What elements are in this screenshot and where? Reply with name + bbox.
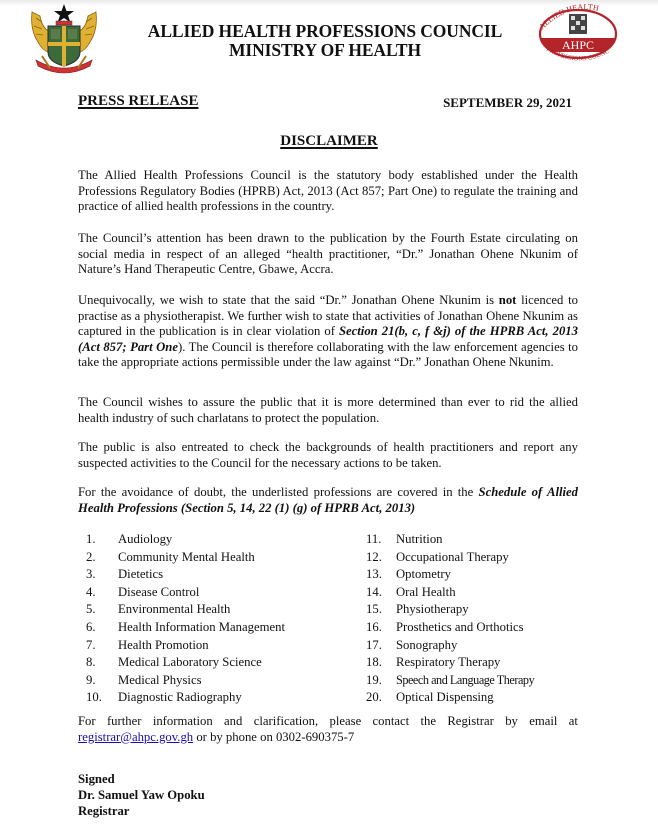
contact-word: further	[106, 714, 142, 728]
profession-name: Diagnostic Radiography	[118, 690, 242, 705]
profession-name: Health Promotion	[118, 637, 209, 652]
profession-number: 18.	[366, 655, 382, 670]
profession-name: Sonography	[396, 637, 458, 652]
profession-number: 9.	[86, 672, 96, 687]
profession-number: 11.	[366, 532, 382, 546]
profession-number: 3.	[86, 567, 96, 582]
ahpc-band-text: AHPC	[561, 38, 595, 52]
signatory-role: Registrar	[78, 804, 130, 818]
profession-list-item	[86, 672, 285, 690]
profession-list-item	[86, 654, 285, 672]
profession-list-item	[366, 601, 534, 619]
ahpc-emblem-icon	[569, 14, 587, 34]
profession-number: 6.	[86, 619, 96, 634]
profession-number: 2.	[86, 549, 96, 564]
ahpc-arc-top: ALLIED HEALTH	[537, 2, 600, 32]
profession-number: 14.	[366, 584, 382, 599]
profession-name: Optical Dispensing	[396, 690, 494, 705]
profession-name: Nutrition	[396, 532, 443, 546]
p3-text-c: ). The Council is therefore collaborating with the law enforcement agencies to take the appropriate actions permissible under the law against “Dr.” Jonathan Ohene Nkunim.	[78, 339, 578, 370]
release-date: SEPTEMBER 29, 2021	[443, 95, 572, 110]
profession-number: 17.	[366, 637, 382, 652]
profession-number: 12.	[366, 549, 382, 564]
contact-word: at	[568, 714, 578, 728]
profession-name: Oral Health	[396, 584, 456, 599]
contact-line	[78, 714, 578, 730]
paragraph-council-mandate: The Allied Health Professions Council is the statutory body established under the Health Professions Regulatory Bodies (HPRB) Act, 2013 (Act 857; Part One) to regulate the training and practice of allied health professions in the country.	[78, 168, 578, 214]
profession-name: Environmental Health	[118, 602, 231, 617]
profession-list-item	[366, 619, 534, 637]
contact-word: email	[529, 714, 558, 728]
ahpc-arc-bottom: PROFESSIONS COUNC	[545, 45, 611, 63]
profession-number: 7.	[86, 637, 96, 652]
profession-list-item	[86, 531, 285, 549]
contact-word: the	[420, 714, 437, 728]
profession-list-item	[86, 549, 285, 567]
profession-list-item	[86, 601, 285, 619]
profession-number: 15.	[366, 602, 382, 617]
document-title: DISCLAIMER	[280, 133, 378, 149]
contact-word: Registrar	[447, 714, 494, 728]
profession-number: 19.	[366, 672, 382, 687]
profession-name: Health Information Management	[118, 619, 285, 634]
ahpc-logo	[528, 0, 626, 66]
profession-number: 10.	[86, 690, 102, 705]
profession-list-item	[366, 584, 534, 602]
profession-list-item	[86, 637, 285, 655]
profession-name: Physiotherapy	[396, 602, 469, 617]
profession-list-item	[86, 619, 285, 637]
ministry-name: MINISTRY OF HEALTH	[228, 40, 422, 60]
paragraph-schedule-intro	[78, 485, 578, 516]
profession-list-item	[366, 689, 534, 707]
profession-list-item	[86, 566, 285, 584]
profession-name: Occupational Therapy	[396, 549, 509, 564]
ghana-coat-of-arms-logo	[28, 2, 100, 76]
paragraph-publication-notice: The Council’s attention has been drawn to the publication by the Fourth Estate circulating on social media in respect of an alleged “health practitioner, “Dr.” Jonathan Ohene Nkunim of Nature’s Hand Therapeutic Centre, Gbawe, Accra.	[78, 231, 578, 277]
profession-name: Prosthetics and Orthotics	[396, 619, 524, 634]
profession-name: Speech and Language Therapy	[396, 672, 535, 687]
professions-list-right	[366, 531, 534, 707]
contact-word: please	[329, 714, 362, 728]
profession-name: Dietetics	[118, 567, 164, 582]
p3-text-a: Unequivocally, we wish to state that the said “Dr.” Jonathan Ohene Nkunim is	[78, 293, 499, 307]
p3-legal-reference: Section 21(b, c, f &j) of the HPRB Act, 2013 (Act 857; Part One	[78, 324, 578, 354]
profession-name: Disease Control	[118, 584, 200, 599]
profession-name: Medical Physics	[118, 672, 202, 687]
p3-emphasis-not: not	[498, 293, 517, 307]
paragraph-not-licensed	[78, 293, 578, 371]
profession-number: 13.	[366, 567, 382, 582]
press-release-label: PRESS RELEASE	[78, 93, 199, 109]
profession-list-item	[366, 549, 534, 567]
profession-number: 8.	[86, 655, 96, 670]
p6-text: For the avoidance of doubt, the underlisted professions are covered in the	[78, 485, 479, 499]
profession-name: Community Mental Health	[118, 549, 255, 564]
profession-name: Medical Laboratory Science	[118, 655, 262, 670]
contact-word: clarification,	[253, 714, 319, 728]
profession-list-item	[86, 689, 285, 707]
signatory-name: Dr. Samuel Yaw Opoku	[78, 788, 205, 802]
p3-text-b: licenced to practise as a physiotherapist. We further wish to state that activities of Jonathan Ohene Nkunim as captured in the publication is in clear violation of	[78, 293, 578, 339]
profession-number: 1.	[86, 532, 96, 546]
contact-word: For	[78, 714, 96, 728]
p6-schedule-reference: Schedule of Allied Health Professions (Section 5, 14, 22 (1) (g) of HPRB Act, 2013)	[78, 485, 578, 515]
contact-word: by	[505, 714, 518, 728]
contact-word: information	[152, 714, 213, 728]
profession-number: 5.	[86, 602, 96, 617]
profession-number: 4.	[86, 584, 96, 599]
profession-number: 16.	[366, 619, 382, 634]
profession-list-item	[366, 672, 534, 690]
professions-list-left	[86, 531, 285, 707]
organization-title	[120, 22, 530, 60]
profession-name: Optometry	[396, 567, 451, 582]
contact-word: contact	[372, 714, 410, 728]
profession-number: 20.	[366, 690, 382, 705]
registrar-email-link[interactable]: registrar@ahpc.gov.gh	[78, 729, 194, 744]
profession-name: Respiratory Therapy	[396, 655, 501, 670]
profession-list-item	[366, 654, 534, 672]
signature-block	[78, 771, 205, 819]
paragraph-public-entreaty: The public is also entreated to check the backgrounds of health practitioners and report any suspected activities to the Council for the necessary actions to be taken.	[78, 440, 578, 470]
paragraph-contact	[78, 714, 578, 745]
profession-list-item	[86, 584, 285, 602]
profession-list-item	[366, 531, 534, 549]
paragraph-assurance: The Council wishes to assure the public that it is more determined than ever to rid the allied health industry of such charlatans to protect the population.	[78, 395, 578, 425]
org-name: ALLIED HEALTH PROFESSIONS COUNCIL	[147, 21, 503, 41]
profession-list-item	[366, 637, 534, 655]
signed-label: Signed	[78, 772, 115, 786]
profession-name: Audiology	[118, 532, 173, 546]
phone-text: or by phone on 0302-690375-7	[193, 729, 355, 744]
contact-word: and	[224, 714, 243, 728]
profession-list-item	[366, 566, 534, 584]
